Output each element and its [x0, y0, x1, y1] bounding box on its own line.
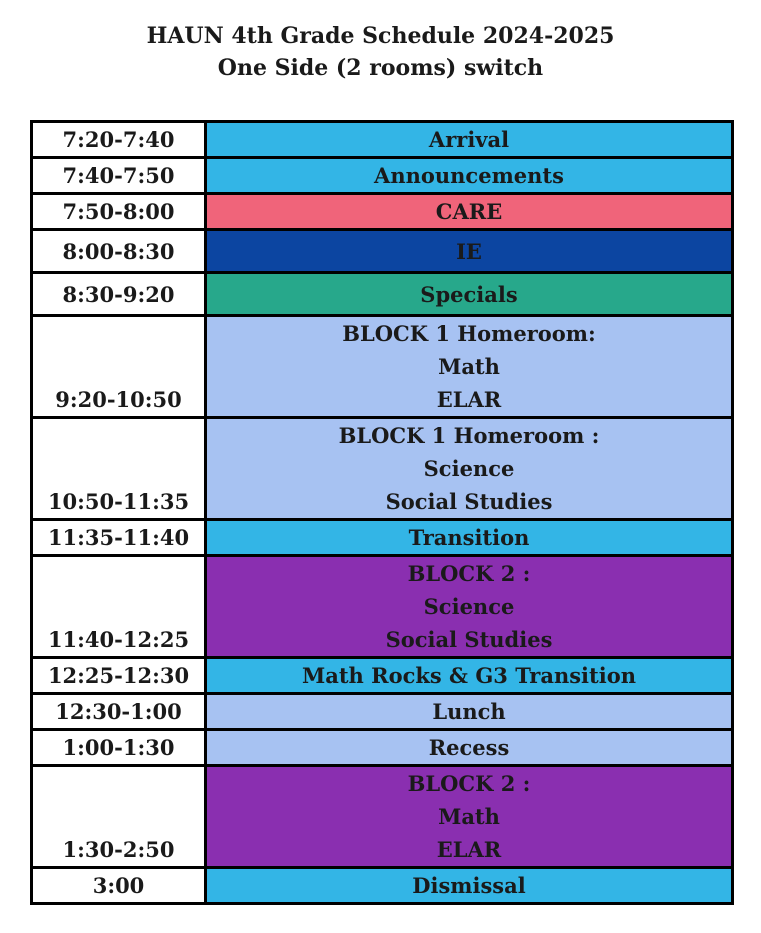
- activity-cell: [206, 730, 733, 766]
- activity-line: Social Studies: [385, 489, 553, 514]
- activity-line: ELAR: [436, 387, 502, 412]
- schedule-row: [32, 868, 733, 904]
- schedule-row: [32, 158, 733, 194]
- schedule-row: [32, 418, 733, 520]
- activity-line: Science: [423, 594, 515, 619]
- time-cell: 11:40-12:25: [32, 556, 206, 658]
- activity-line: BLOCK 2 :: [407, 561, 531, 586]
- schedule-title: HAUN 4th Grade Schedule 2024-2025: [146, 23, 615, 49]
- time-cell: 9:20-10:50: [32, 316, 206, 418]
- activity-line: Social Studies: [385, 627, 553, 652]
- schedule-row: [32, 766, 733, 868]
- schedule-subtitle: One Side (2 rooms) switch: [217, 55, 544, 81]
- schedule-row: [32, 520, 733, 556]
- activity-cell: [206, 520, 733, 556]
- activity-cell: [206, 122, 733, 158]
- activity-line: Lunch: [432, 699, 506, 724]
- time-cell: 1:30-2:50: [32, 766, 206, 868]
- schedule-row: [32, 730, 733, 766]
- activity-line: ELAR: [436, 837, 502, 862]
- time-cell: 10:50-11:35: [32, 418, 206, 520]
- time-cell: 11:35-11:40: [32, 520, 206, 556]
- schedule-row: [32, 230, 733, 273]
- time-cell: 1:00-1:30: [32, 730, 206, 766]
- activity-cell: [206, 158, 733, 194]
- activity-line: IE: [456, 238, 482, 264]
- time-cell: 8:00-8:30: [32, 230, 206, 273]
- schedule-row: [32, 316, 733, 418]
- activity-line: Specials: [420, 281, 518, 307]
- activity-line: Arrival: [428, 127, 510, 152]
- schedule-row: [32, 194, 733, 230]
- activity-line: BLOCK 1 Homeroom:: [342, 321, 596, 346]
- schedule-row: [32, 122, 733, 158]
- activity-cell: [206, 556, 733, 658]
- activity-cell: [206, 694, 733, 730]
- time-cell: 7:40-7:50: [32, 158, 206, 194]
- activity-cell: [206, 194, 733, 230]
- activity-line: Math: [438, 354, 500, 379]
- schedule-row: [32, 694, 733, 730]
- schedule-row: [32, 658, 733, 694]
- activity-line: Dismissal: [412, 873, 526, 898]
- activity-line: Math Rocks & G3 Transition: [302, 663, 636, 688]
- schedule-row: [32, 556, 733, 658]
- activity-line: Recess: [428, 735, 510, 760]
- activity-cell: [206, 273, 733, 316]
- time-cell: 12:30-1:00: [32, 694, 206, 730]
- activity-cell: [206, 316, 733, 418]
- activity-line: Announcements: [374, 163, 564, 188]
- activity-cell: [206, 658, 733, 694]
- activity-cell: [206, 868, 733, 904]
- activity-line: Math: [438, 804, 500, 829]
- activity-line: CARE: [435, 199, 503, 224]
- time-cell: 12:25-12:30: [32, 658, 206, 694]
- activity-line: Transition: [408, 525, 530, 550]
- time-cell: 7:50-8:00: [32, 194, 206, 230]
- activity-line: BLOCK 2 :: [407, 771, 531, 796]
- schedule-row: [32, 273, 733, 316]
- schedule-table: [30, 120, 734, 905]
- time-cell: 7:20-7:40: [32, 122, 206, 158]
- activity-cell: [206, 766, 733, 868]
- activity-line: BLOCK 1 Homeroom :: [338, 423, 600, 448]
- time-cell: 3:00: [32, 868, 206, 904]
- activity-cell: [206, 418, 733, 520]
- activity-cell: [206, 230, 733, 273]
- time-cell: 8:30-9:20: [32, 273, 206, 316]
- activity-line: Science: [423, 456, 515, 481]
